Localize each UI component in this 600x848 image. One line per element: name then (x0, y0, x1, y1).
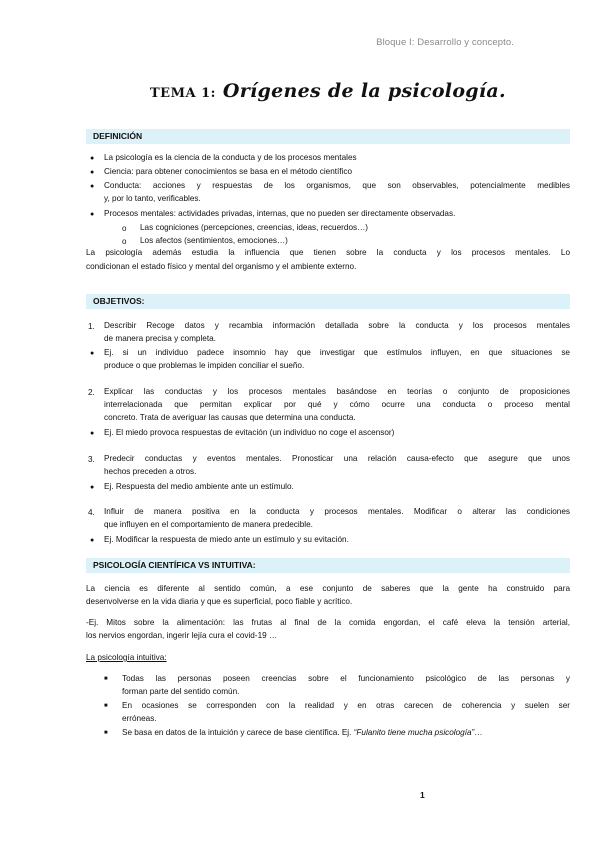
list-item-continuation: de manera precisa y completa. (104, 334, 216, 343)
bullet-dot-icon: ● (90, 537, 95, 544)
list-item: Ciencia: para obtener conocimientos se basa en el método científico (104, 167, 353, 176)
section-heading-objetivos (86, 294, 570, 309)
list-item-continuation: que influyen en el comportamiento de manera predecible. (104, 520, 313, 529)
list-item: Predecir conductas y eventos mentales. Pronosticar una relación causa-efecto que asegure que unos (104, 454, 570, 463)
example-line: -Ej. Mitos sobre la alimentación: las frutas al final de la comida engordan, el café eleva la tensión arterial, (86, 618, 570, 627)
bullet-dot-icon: ● (90, 155, 95, 162)
list-number: 3. (88, 455, 95, 464)
square-bullet-icon: ■ (104, 730, 108, 736)
example-line: Ej. Modificar la respuesta de miedo ante un estímulo y su evitación. (104, 535, 349, 544)
section-heading-text: DEFINICIÓN (93, 131, 143, 141)
list-item-continuation: concreto. Trata de averiguar las causas que determina una conducta. (104, 413, 356, 422)
section-heading-definicion (86, 129, 570, 144)
bullet-dot-icon: ● (90, 211, 95, 218)
list-item-text: Se basa en datos de la intuición y carece de base científica. Ej. (122, 728, 352, 737)
list-item-continuation: erróneas. (122, 714, 157, 723)
example-line: produce o que problemas le impiden conciliar el sueño. (104, 361, 305, 370)
list-item-continuation: interrelacionada que permitan explicar por qué y cómo ocurre una conducta o proceso mental (104, 400, 570, 409)
square-bullet-icon: ■ (104, 703, 108, 709)
list-item-continuation: forman parte del sentido común. (122, 687, 240, 696)
sub-list-item: Las cogniciones (percepciones, creencias, ideas, recuerdos…) (140, 223, 369, 232)
subheading: La psicología intuitiva: (86, 653, 167, 662)
section-heading-text: PSICOLOGÍA CIENTÍFICA VS INTUITIVA: (93, 560, 256, 570)
list-item: Influir de manera positiva en la conducta y procesos mentales. Modificar o alterar las condiciones (104, 507, 570, 516)
example-line: Ej. si un individuo padece insomnio hay que investigar que estímulos influyen, en que situaciones se (104, 348, 570, 357)
list-item-continuation: y, por lo tanto, verificables. (104, 194, 201, 203)
square-bullet-icon: ■ (104, 676, 108, 682)
italic-quote: “Fulanito tiene mucha psicología” (353, 728, 475, 737)
list-item: En ocasiones se corresponden con la realidad y en otras carecen de coherencia y suelen ser (122, 701, 570, 710)
title-text: Orígenes de la psicología. (222, 80, 506, 102)
section-heading-psicologia (86, 558, 570, 573)
example-line: Ej. Respuesta del medio ambiente ante un estímulo. (104, 482, 294, 491)
bullet-dot-icon: ● (90, 484, 95, 491)
list-item: Describir Recoge datos y recambia información detallada sobre la conducta y los procesos mentales (104, 321, 570, 330)
page-number: 1 (420, 790, 425, 800)
section-heading-text: OBJETIVOS: (93, 296, 145, 306)
example-line: los nervios engordan, ingerir lejía cura el covid-19 … (86, 631, 278, 640)
sub-bullet-icon: o (122, 224, 127, 233)
title-lead: TEMA 1: (150, 86, 216, 101)
bullet-dot-icon: ● (90, 169, 95, 176)
list-item: Procesos mentales: actividades privadas, internas, que no pueden ser directamente observadas. (104, 209, 456, 218)
list-item-continuation: hechos preceden a otros. (104, 467, 197, 476)
list-item: La psicología es la ciencia de la conducta y de los procesos mentales (104, 153, 357, 162)
bullet-dot-icon: ● (90, 430, 95, 437)
sub-list-item: Los afectos (sentimientos, emociones…) (140, 236, 288, 245)
paragraph-line: condicionan el estado físico y mental del organismo y el ambiente externo. (86, 262, 357, 271)
page-title (150, 80, 506, 102)
bullet-dot-icon: ● (90, 350, 95, 357)
paragraph-line: La ciencia es diferente al sentido común, a ese conjunto de saberes que la gente ha construido para (86, 584, 570, 593)
list-number: 2. (88, 388, 95, 397)
running-head: Bloque I: Desarrollo y concepto. (376, 37, 514, 48)
paragraph-line: La psicología además estudia la influencia que tienen sobre la conducta y los procesos mentales. Lo (86, 248, 570, 257)
paragraph-line: desenvolverse en la vida diaria y que es superficial, poco fiable y acrítico. (86, 597, 353, 606)
bullet-dot-icon: ● (90, 183, 95, 190)
list-number: 1. (88, 322, 95, 331)
ellipsis: … (474, 728, 483, 737)
list-item: Explicar las conductas y los procesos mentales basándose en teorías o conjunto de proposiciones (104, 387, 570, 396)
list-item (122, 727, 482, 740)
sub-bullet-icon: o (122, 237, 127, 246)
list-number: 4. (88, 508, 95, 517)
list-item: Conducta: acciones y respuestas de los organismos, que son observables, potencialmente medibles (104, 181, 570, 190)
list-item: Todas las personas poseen creencias sobre el funcionamiento psicológico de las personas y (122, 674, 570, 683)
example-line: Ej. El miedo provoca respuestas de evitación (un individuo no coge el ascensor) (104, 428, 395, 437)
